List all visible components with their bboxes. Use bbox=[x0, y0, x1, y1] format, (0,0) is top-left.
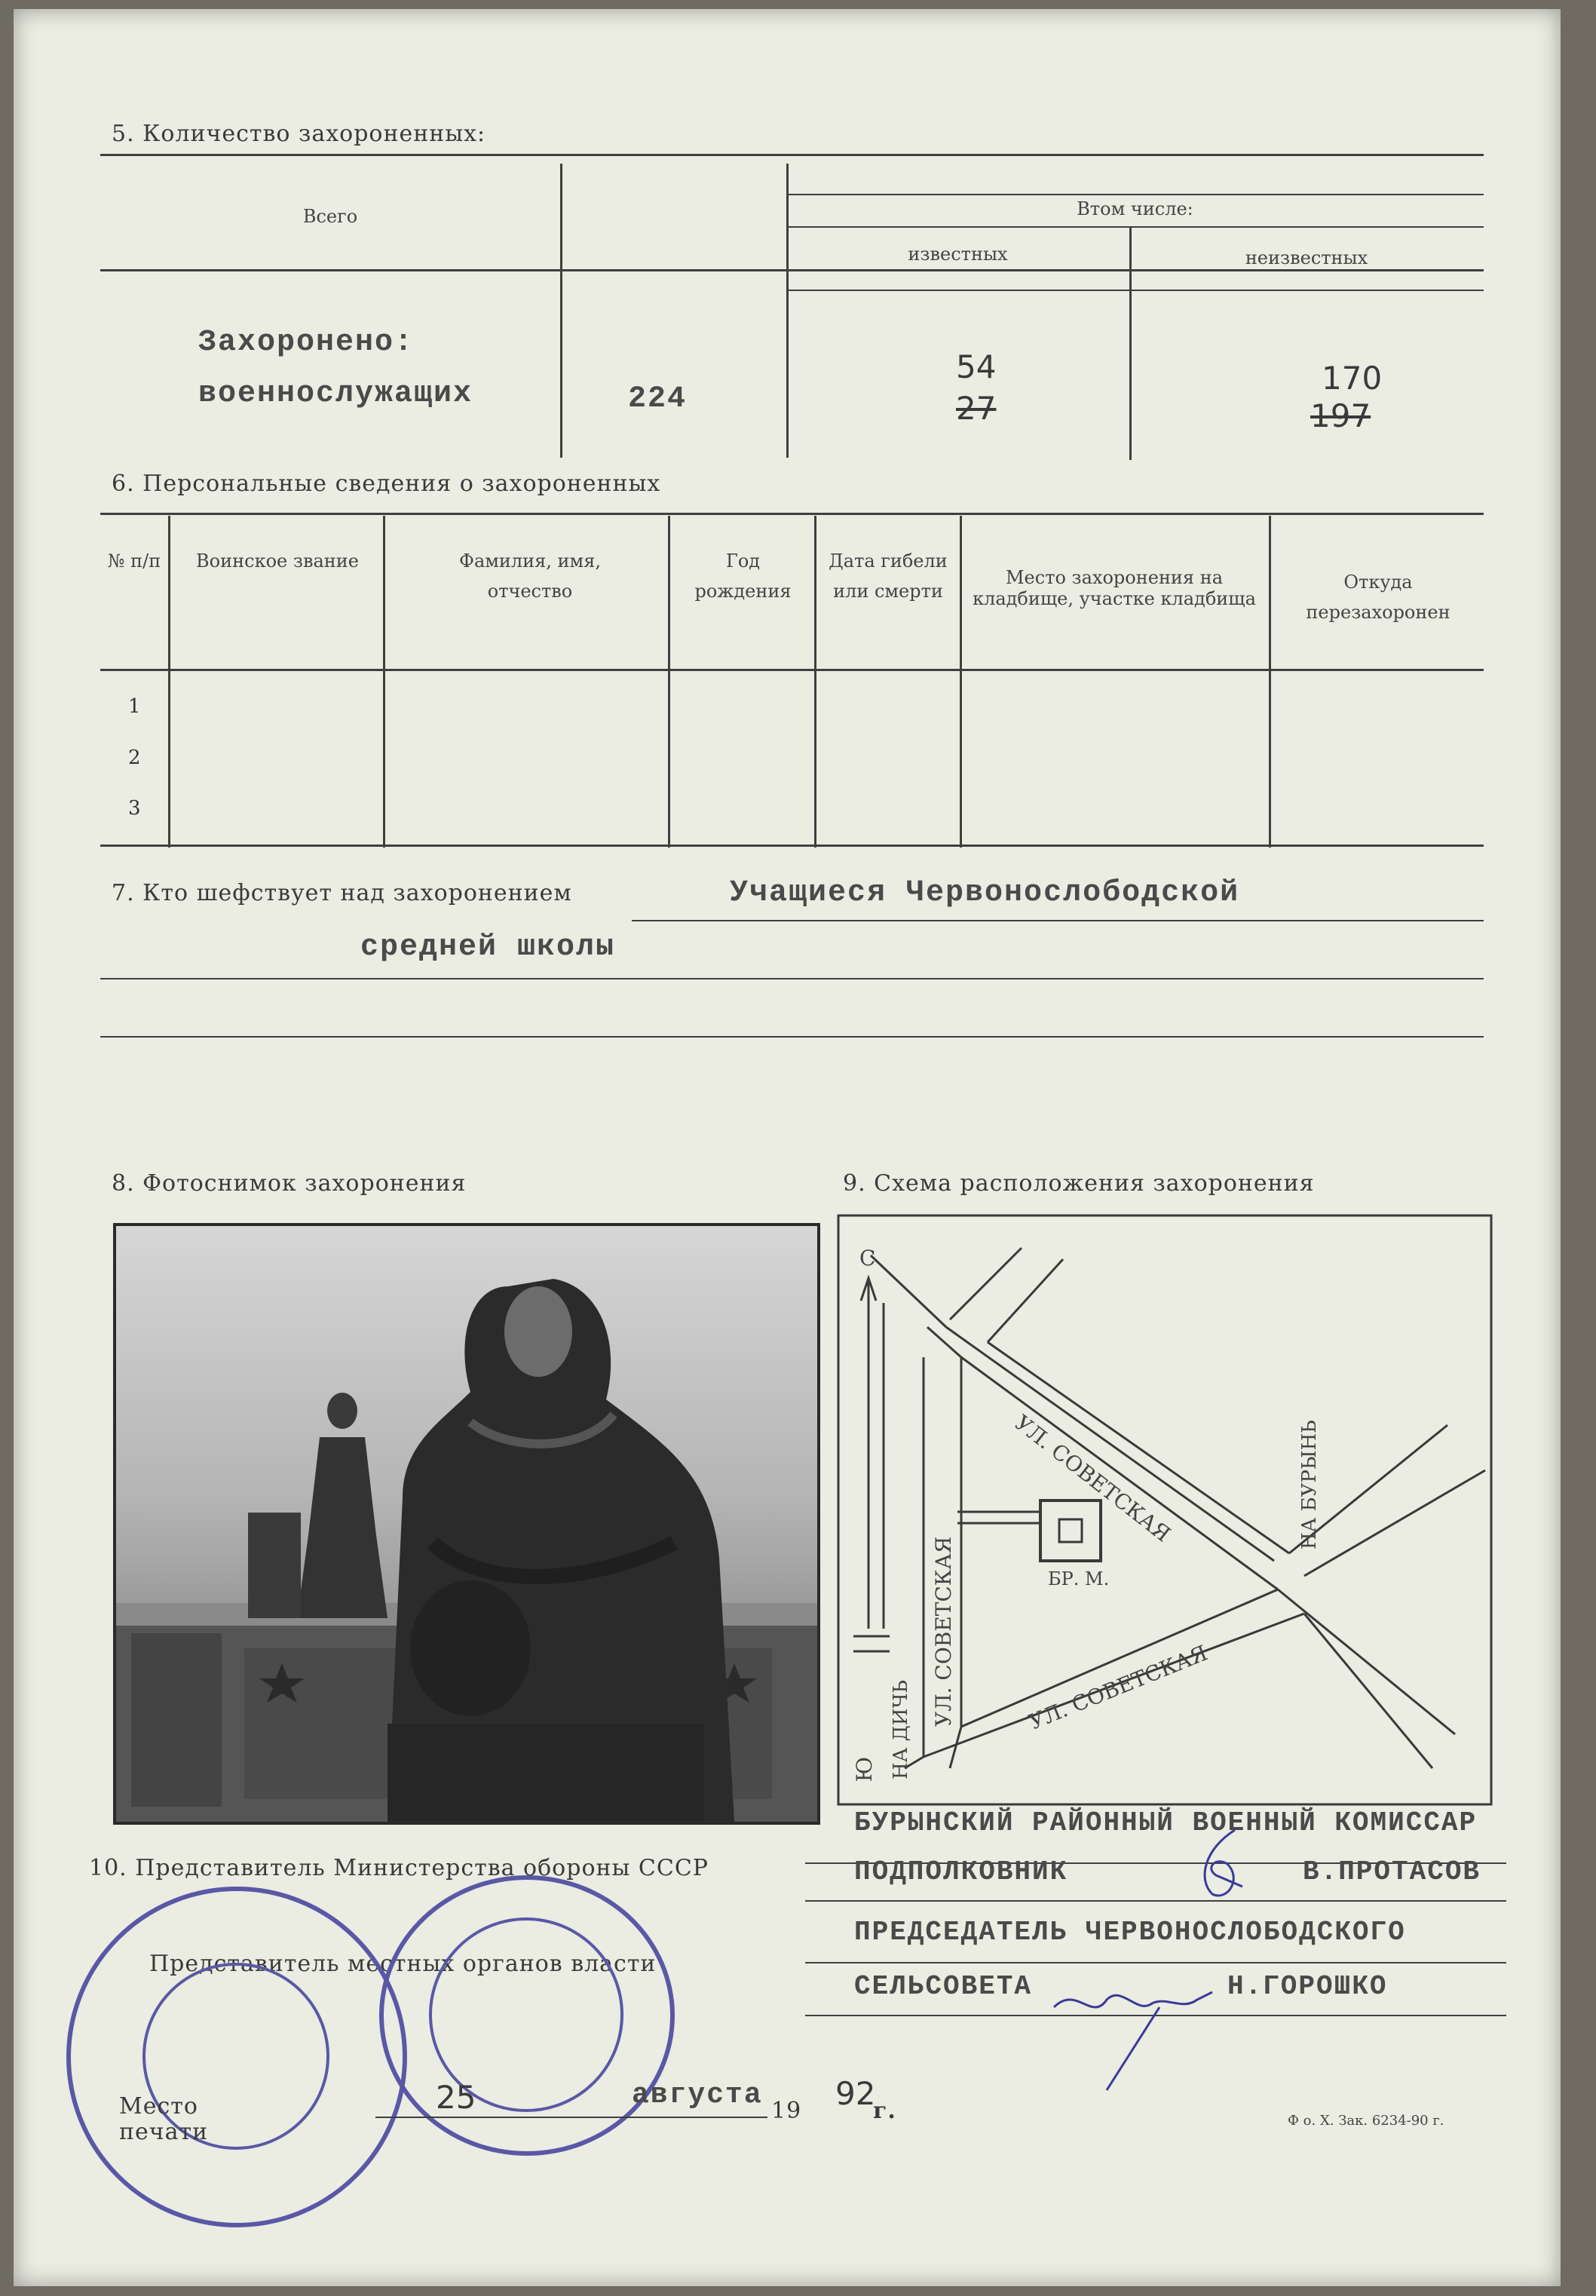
section-5-title: 5. Количество захороненных: bbox=[112, 121, 486, 147]
year-unit: г. bbox=[873, 2098, 896, 2124]
col-place-header: Место захоронения на кладбище, участке кладбища bbox=[973, 567, 1256, 609]
section-6-title: 6. Персональные сведения о захороненных bbox=[112, 471, 661, 497]
col-unknown-header: неизвестных bbox=[1245, 247, 1368, 268]
col-year-header: Год рождения bbox=[694, 550, 792, 602]
round-seal-right bbox=[379, 1875, 675, 2156]
col-incl-header: Втом числе: bbox=[1077, 198, 1193, 219]
known-value: 54 bbox=[956, 348, 997, 385]
patron-line-1: Учащиеся Червонослободской bbox=[730, 876, 1240, 910]
south-label: Ю bbox=[852, 1756, 878, 1783]
north-label: С bbox=[859, 1246, 876, 1271]
mo-line-2a: ПОДПОЛКОВНИК bbox=[854, 1856, 1068, 1887]
buried-label-1: Захоронено: bbox=[198, 326, 415, 360]
row-number-1: 1 bbox=[128, 695, 141, 718]
document-page bbox=[14, 9, 1561, 2286]
col-from-header: Откуда перезахоронен bbox=[1306, 572, 1450, 623]
unknown-value-crossed: 197 bbox=[1310, 397, 1371, 434]
section-8-title: 8. Фотоснимок захоронения bbox=[112, 1170, 467, 1197]
row-number-2: 2 bbox=[128, 746, 141, 769]
date-month: августа bbox=[632, 2079, 763, 2111]
local-line-1: ПРЕДСЕДАТЕЛЬ ЧЕРВОНОСЛОБОДСКОГО bbox=[854, 1917, 1406, 1948]
section-10-title: 10. Представитель Министерства обороны СССР bbox=[89, 1855, 709, 1881]
section-9-title: 9. Схема расположения захоронения bbox=[843, 1170, 1315, 1197]
year-suffix: 92 bbox=[835, 2075, 876, 2112]
buried-label-2: военнослужащих bbox=[198, 377, 473, 411]
seal-place-label: Место печати bbox=[119, 2093, 209, 2145]
street-left-label: УЛ. СОВЕТСКАЯ bbox=[931, 1536, 956, 1727]
date-day: 25 bbox=[436, 2079, 476, 2116]
local-line-2b: Н.ГОРОШКО bbox=[1227, 1971, 1388, 2002]
print-footer: Ф о. Х. Зак. 6234-90 г. bbox=[1288, 2113, 1444, 2129]
local-line-2a: СЕЛЬСОВЕТА bbox=[854, 1971, 1033, 2002]
patron-line-2: средней школы bbox=[360, 930, 616, 964]
row-number-3: 3 bbox=[128, 797, 141, 820]
to-burin-label: НА БУРЫНЬ bbox=[1298, 1420, 1321, 1550]
col-number-header: № п/п bbox=[107, 550, 161, 572]
unknown-value: 170 bbox=[1322, 360, 1383, 397]
round-seal-left bbox=[66, 1887, 407, 2227]
mo-line-1: БУРЫНСКИЙ РАЙОННЫЙ ВОЕННЫЙ КОМИССАР bbox=[854, 1807, 1478, 1838]
to-dich-label: НА ДИЧЬ bbox=[890, 1679, 912, 1779]
section-7-title: 7. Кто шефствует над захоронением bbox=[112, 880, 572, 906]
street-bottom-label: УЛ. СОВЕТСКАЯ bbox=[1025, 1640, 1212, 1735]
buried-total-value: 224 bbox=[628, 382, 688, 416]
col-known-header: известных bbox=[908, 244, 1008, 265]
col-total-header: Всего bbox=[302, 206, 358, 227]
col-rank-header: Воинское звание bbox=[196, 550, 359, 572]
local-authority-title: Представитель местных органов власти bbox=[149, 1951, 657, 1977]
mo-line-2b: В.ПРОТАСОВ bbox=[1303, 1856, 1481, 1887]
street-top-label: УЛ. СОВЕТСКАЯ bbox=[1009, 1410, 1175, 1547]
burial-photo bbox=[113, 1223, 820, 1825]
location-scheme bbox=[837, 1214, 1493, 1806]
col-death-header: Дата гибели или смерти bbox=[829, 550, 948, 602]
memorial-label: БР. М. bbox=[1048, 1568, 1110, 1589]
col-name-header: Фамилия, имя, отчество bbox=[459, 550, 601, 602]
year-prefix: 19 bbox=[771, 2098, 802, 2124]
known-value-crossed: 27 bbox=[956, 390, 997, 427]
chairman-signature bbox=[1046, 1977, 1227, 2098]
mo-signature bbox=[1190, 1826, 1258, 1909]
